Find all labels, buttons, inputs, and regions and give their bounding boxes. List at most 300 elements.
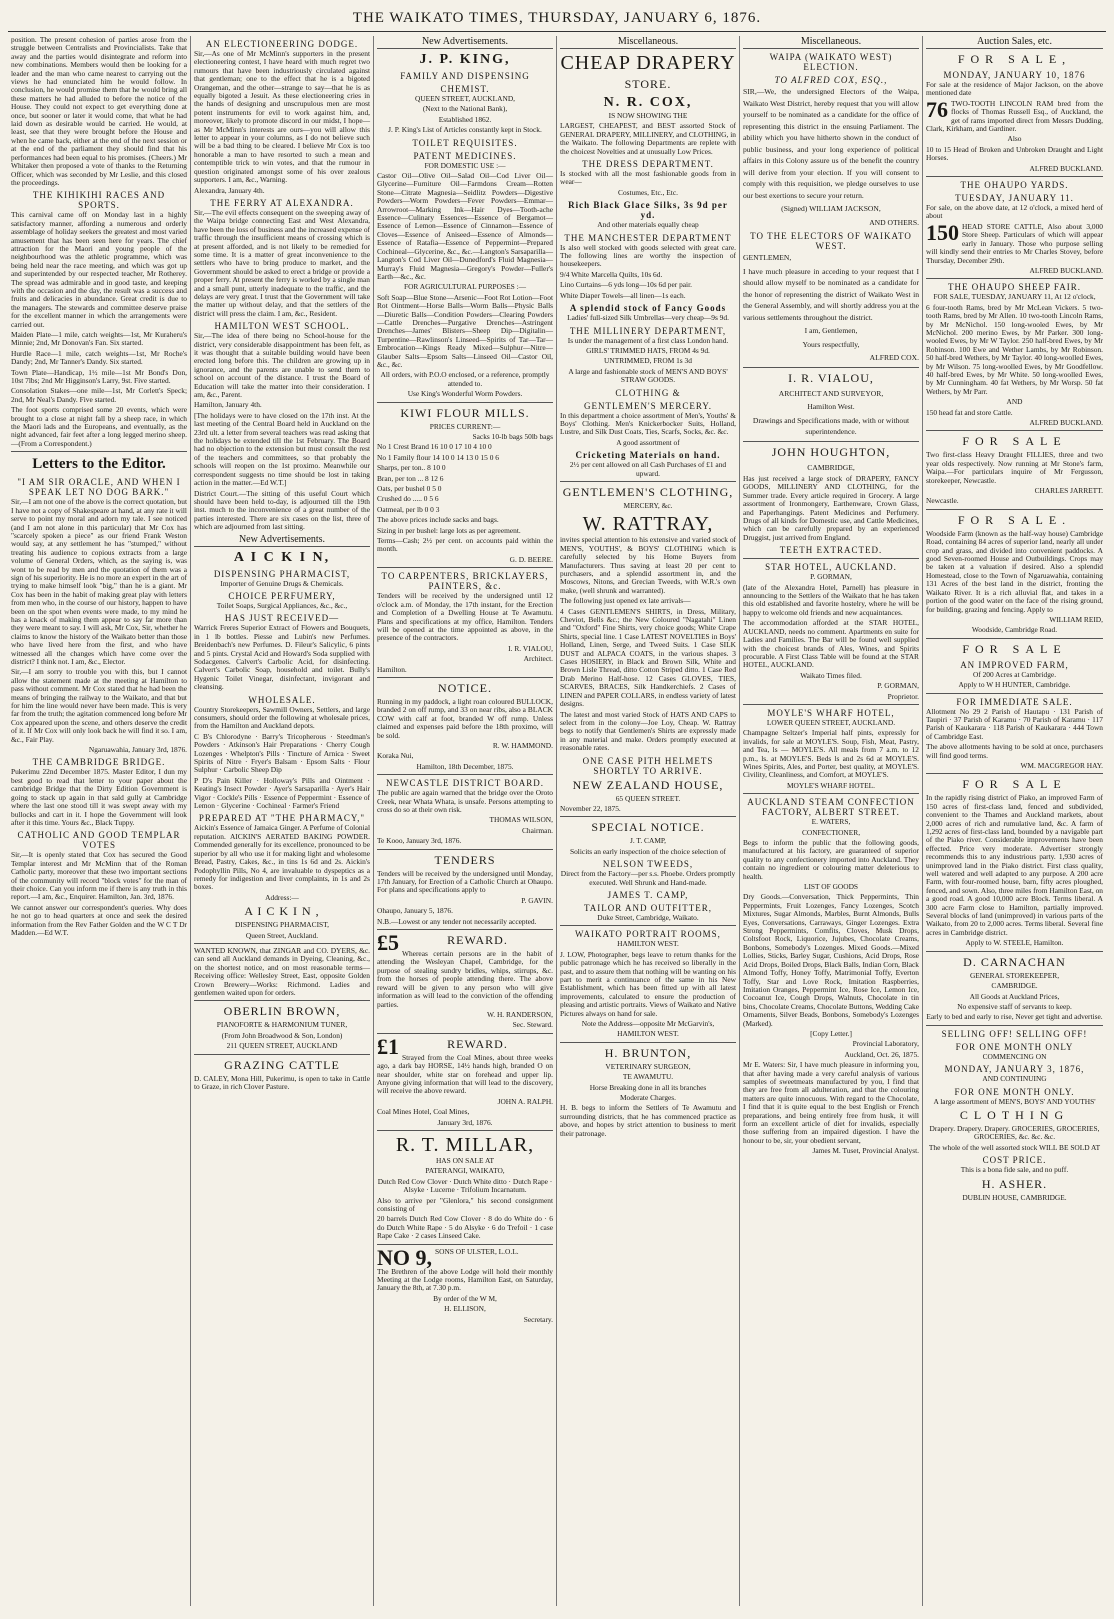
ad-line: November 22, 1875. — [560, 803, 621, 813]
divider — [926, 278, 1103, 279]
ad-line: The whole of the well assorted stock WILL BE SOLD AT — [928, 1142, 1101, 1152]
divider — [377, 1130, 553, 1131]
letter-signoff: Alexandra, January 4th. — [194, 185, 265, 195]
ad-title: TO CARPENTERS, BRICKLAYERS, PAINTERS, &c. — [381, 571, 549, 592]
letter-text: Sir,—I am sorry to trouble you with this, but I cannot allow the statement made at the meeting at Hamilton to pass without comment. Mr Cox stated that he had been the means of bringing the railway to the Waikato, and that but for him the line would never have been made. This is very far from the truth; the agitation commenced long before Mr Cox appeared upon the scene, and others deserve the credit of it. If Mr Cox will only look back he will find it so. I am, &c., Fair Play. — [11, 667, 187, 744]
ad-line: Newcastle. — [926, 496, 959, 506]
ad-text: For sale, on the above date, at 12 o'clock, a mixed herd of about — [926, 203, 1103, 221]
ad-text: WANTED KNOWN, that ZINGAR and CO. DYERS, &c. can send all Auckland demands in Dyeing, Cleaning, &c., on the shortest notice, and on most reasonable terms—Receiving office: Wellesley Street, East, opposite Golden Crown Brewery—Works: Richmond. Ladies and gentlemen waited upon for orders. — [194, 945, 370, 997]
price-row: Crushed do ..... 0 5 6 — [377, 494, 439, 504]
lot-number: 76 — [926, 96, 948, 122]
divider — [926, 509, 1103, 510]
ad-subtitle: ONE CASE PITH HELMETS SHORTLY TO ARRIVE. — [582, 755, 714, 776]
ad-line: Coal Mines Hotel, Coal Mines, — [377, 1107, 470, 1117]
ad-line: White Diaper Towels—all linen—1s each. — [560, 290, 686, 300]
ad-line: Provincial Laboratory, — [852, 1039, 919, 1049]
ad-line: Hamilton. — [377, 664, 407, 674]
editor-note: [The holidays were to have closed on the 17th inst. At the last meeting of the Central Board held in Auckland on the 23rd ult. a letter from several teachers was read asking that the holidays be extended till the 1st February. The Board had no objection to the extension but must consult the rest of the teachers and committees, so that probably the schools will reopen on the 1st proximo. Meanwhile our correspondent suggests no time should be lost in taking action in the matter.—Ed W.T.] — [194, 410, 370, 488]
ad-text: D. CALEY, Mona Hill, Pukerimu, is open to take in Cattle to Graze, in rich Clover Pasture. — [194, 1073, 370, 1091]
ad-title: REWARD. — [447, 933, 508, 948]
ad-line: The following just opened ex late arrivals— — [560, 596, 691, 606]
letter-text: Sir,—As one of Mr McMinn's supporters in the present electioneering contest, I have heard with much regret two rumours that have been industriously circulated against that gentleman; one to the effect that he is a bigoted Orangeman, and the other—strange to say—that he is as equally bigoted a Jesuit. As these electioneering cries in the hands of designing and unscrupulous men are most potent instruments for evil to work against him, and, moreover, likely to promote discord in our midst, I hope—as Mr McMinn's interests are ours—you will allow this letter to appear in your columns, as I do not believe such will be a bad thing to be cleared. I believe Mr Cox is too honorable a man to have resorted to such a mean and contemptible trick to win votes, and that the rumour in question originated amongst some of his over zealous supporters. I am, &c., Warning. — [194, 49, 370, 185]
masthead: THE WAIKATO TIMES, THURSDAY, JANUARY 6, 1876. — [8, 10, 1106, 32]
ad-title: A I C K I N , — [244, 904, 320, 919]
ad-subtitle: MONDAY, JANUARY 3, 1876, — [944, 1064, 1085, 1075]
ad-signature: ALFRED BUCKLAND. — [1029, 163, 1103, 173]
ad-signature: I. R. VIALOU, — [508, 643, 553, 653]
ad-subtitle: TEETH EXTRACTED. — [779, 545, 883, 556]
ad-line: J. P. King's List of Articles constantly kept in Stock. — [388, 125, 542, 135]
ad-line: Koraka Nui, — [377, 751, 414, 761]
ad-subtitle: AN IMPROVED FARM, — [960, 659, 1069, 670]
divider — [377, 774, 553, 775]
ad-line: Te Kooo, January 3rd, 1876. — [377, 836, 462, 846]
ad-line: All orders, with P.O.O enclosed, or a reference, promptly attended to. — [380, 370, 550, 388]
ad-subtitle: MONDAY, JANUARY 10, 1876 — [943, 70, 1086, 80]
ad-title: A I C K I N, — [233, 549, 331, 565]
ad-text: In the rapidly rising district of Piako, an improved Farm of 150 acres of first-class land, fenced and subdivided, convenient to the Thames and Auckland markets, about 2,000 acres of rich and rumulative land, &c. A farm of 1,292 acres of first-class land, bounded by a navigable part of the Piako river. Considerable improvements have been effected. Price very moderate. Advertiser strongly recommends this to any industrious party. 1,930 acres of unimproved land in the Piako district. First class quality, well watered and well adapted to any purpose. A 200 acre Farm, with four-roomed house, barn, fifty acres ploughed, fenced, and sown. Also, three miles from Hamilton East, on a good road. A good 10,000 acre Block. Terms liberal. A 300 acre Farm close to Hamilton, partially improved. Several blocks of land (unimproved) in various parts of the Waikato, from 20 to 2,000 acres. Terms liberal. Several fine acres in Cambridge district. — [926, 793, 1103, 937]
ad-line: GENERAL STOREKEEPER, — [969, 970, 1060, 980]
ad-text: In this department a choice assortment of Men's, Youths' & Boys' Clothing. Men's Knickerbocker Suits, Holland, Lustre, and Silk Dust Coats, Ties, Scarfs, Socks, &c. &c. — [560, 410, 736, 437]
ad-subtitle: TUESDAY, JANUARY 11. — [955, 193, 1074, 204]
ad-list: C B's Chlorodyne · Barry's Tricopherous · Steedman's Powders · Atkinson's Hair Preparations · Cherry Cough Lozenges · Whelpton's Pills · Tincture of Arnica · Sweet Spirits of Nitre · Fryer's Balsam · Epsom Salts · Flour Sulphur · Carbolic Sheep Dip — [194, 731, 370, 775]
ad-subtitle: FOR ONE MONTH ONLY — [955, 1041, 1074, 1052]
divider — [926, 176, 1103, 177]
ad-text: Country Storekeepers, Sawmill Owners, Settlers, and large consumers, should order the following at wholesale prices, from the Hamilton and Auckland depots. — [194, 704, 370, 731]
ad-line: HAMILTON WEST. — [617, 1029, 679, 1039]
ad-signature: H. ELLISON, — [444, 1304, 486, 1314]
ad-title: GENTLEMEN'S CLOTHING, — [562, 484, 734, 499]
ad-title: I. R. VIALOU, — [788, 370, 874, 385]
ad-title: JOHN HOUGHTON, — [771, 444, 891, 459]
column-4 — [557, 36, 740, 1606]
ad-list: 6 four-tooth Rams, bred by Mr McLean Vickers. 5 two-tooth Rams, bred by Mr Allen. 10 two-tooth Lincoln Rams, by Mr McNichol. 150 long-wooled Ewes, by Mr McNichol. 200 merino Ewes, by Mr Parker. 300 long-wooled Ewes, by Mr W Taylor. 250 half-bred Ewes, by Mr Robinson. 100 Ewe and Wether Lambs, by Mr Robinson. 50 half-bred Wethers, by Mr Taylor. 40 long-woolled Ewes, by Mr Wilson. 75 long-woolled Ewes, by Mr Goodfellow. 40 half-bred Ewes, by Mr White. 50 long-woolled Ewes, by Mr Cunningham. 40 fat Wethers, by Mr Worsp. 50 fat Wethers, by Mr Parr. — [926, 302, 1103, 396]
ad-line: Established 1862. — [438, 114, 492, 124]
ad-line: This is a bona fide sale, and no puff. — [960, 1165, 1069, 1175]
column-1 — [8, 36, 191, 1606]
ad-line: January 3rd, 1876. — [437, 1117, 493, 1127]
ad-signature: E. WATERS, — [811, 817, 851, 827]
ad-list: Dutch Red Cow Clover · Dutch White ditto · Dutch Rape · Alsyke · Lucerne · Trifolium Incarnatum. — [377, 1176, 553, 1195]
divider — [926, 430, 1103, 431]
ad-text: Is stocked with all the most fashionable goods from in wear— — [560, 169, 736, 187]
ad-title: STORE. — [624, 77, 672, 91]
ad-title: N. R. COX, — [603, 95, 693, 110]
reward-amount: £5 — [377, 930, 399, 956]
letter-text: Sir,—The idea of there being no School-house for the district, very considerable disappointment has been felt, as it was thought that a suitable building would have been erected long before this. The children are growing up in ignorance, and the parents are unable to send them to school on account of the distance. I trust the Board of Education will take the matter into their consideration. I am, &c., Parent. — [194, 331, 370, 400]
divider — [377, 677, 553, 678]
ad-line: CAMBRIDGE. — [991, 981, 1038, 991]
divider — [926, 951, 1103, 952]
section-heading: THE KIHIKIHI RACES AND SPORTS. — [32, 190, 166, 211]
ad-title: FOR SALE — [962, 434, 1067, 449]
lot-ad — [926, 96, 1103, 134]
race-result: Town Plate—Handicap, 1½ mile—1st Mr Bond's Don, 10st 7lbs; 2nd Mr Higginson's Larry, 9st. Five started. — [11, 367, 187, 386]
ad-text: The latest and most varied Stock of HATS AND CAPS to select from in the colony—Joe Loy, Cheap. W. Rattray begs to notify that Gentlemen's Shirts are expressly made in any material and make. Orders promptly executed at reasonable rates. — [560, 709, 736, 753]
ad-signature: CHARLES JARRETT. — [1034, 486, 1103, 496]
reward-ad — [377, 1033, 553, 1096]
ad-line: Note the Address—opposite Mr McGarvin's, — [581, 1019, 715, 1029]
columns — [8, 36, 1106, 1606]
ad-subtitle: DISPENSING PHARMACIST, — [213, 568, 351, 579]
price-table-header: Sacks 10-lb bags 50lb bags — [472, 432, 553, 441]
ad-text: Champagne Seltzer's Imperial half pints, expressly for invalids, for sale at MOYLE'S. Soup, Fish, Meat, Pastry, and Tea, ls — MOYLE'S. All meals from 7 a.m. to 12 p.m., ls. at MOYLE'S. Beds ls and 2s 6d at MOYLE'S. Wines Spirits, Ales, and Porter, best quality, at MOYLE'S. Civility, Cleanliness, and Comfort, at MOYLE'S. — [743, 728, 919, 780]
divider — [743, 367, 919, 368]
ad-list: Allotment No 29 2 Parish of Hautapu · 131 Parish of Taupiri · 37 Parish of Karamu · 70 Parish of Karamu · 117 Parish of Kaukarara · 118 Parish of Kaukarara · 444 Town of Cambridge East. — [926, 706, 1103, 741]
ad-title: H. BRUNTON, — [604, 1045, 692, 1060]
lot-ad — [926, 219, 1103, 265]
price-row: No 1 Family flour 14 10 0 14 13 0 15 0 6 — [377, 452, 499, 462]
ad-text: Tenders will be received by the undersigned until 12 o'clock a.m. of Monday, the 17th instant, for the Erection and Completion of a Dwelling House at Te Awamutu. Plans and specifications at my office, Hamilton. Tenders will be opened at the time appointed as above, in the presence of the contractors. — [377, 591, 553, 643]
ad-line: DISPENSING PHARMACIST, — [235, 920, 329, 930]
ad-text: Running in my paddock, a light roan coloured BULLOCK, branded 2 on off rump, and 33 on near ribs, also a BLACK COW with calf at foot, branded W off rump. Unless claimed and expenses paid before the 18th proximo, will be sold. — [377, 696, 553, 740]
ad-line: Lino Curtains—6 yds long—10s 6d per pair. — [560, 280, 692, 290]
ad-text: Strayed from the Coal Mines, about three weeks ago, a dark bay HORSE, 14½ hands high, branded O on near shoulder, white star on forehead and upper lip. Anyone giving information that will lead to the discovery, will receive the above reward. — [377, 1052, 553, 1096]
ad-text: Woodside Farm (known as the half-way house) Cambridge Road, containing 84 acres of superior land, nearly all under crop and grass, and divided into convenient paddocks. A good Seven-roomed House and Outbuildings. Crops may be taken at a valuation if desired. Also a splendid Homestead, close to the Town of Ngaruawahia, containing 131 Acres of the best land in the district, fronting the Waikato River. It is a rich alluvial flat, and takes in a portion of the good water on the face of the rising ground, for building, grazing and fencing. Apply to — [926, 528, 1103, 614]
ad-line: N.B.—Lowest or any tender not necessarily accepted. — [377, 916, 537, 926]
ad-line: Horse Breaking done in all its branches — [589, 1082, 707, 1092]
ad-text: Soft Soap—Blue Stone—Arsenic—Foot Rot Lotion—Foot Rot Ointment—Horse Balls—Worm Balls—Physic Balls—Diuretic Balls—Condition Powders—Clearing Powders—Cattle Drenches—Purgative Drenches—Astringent Drenches—James' Blisters—Sheep Dip—Digitalin—Turpentine—Rawlinson's Linseed—Spirits of Tar—Tar—Embrocation—Kings Ready Mixed—Sulphur—Nitre—Glauber Salts—Epsom Salts—Linseed Oil—Castor Oil, &c., &c. — [377, 292, 553, 369]
letter-heading: "I AM SIR ORACLE, AND WHEN I SPEAK LET NO DOG BARK." — [17, 477, 181, 498]
ad-line: Drawings and Specifications made, with or without superintendence. — [752, 415, 910, 436]
ad-line: AND — [1006, 397, 1023, 407]
ad-line: Auckland, Oct. 26, 1875. — [844, 1049, 919, 1059]
ad-line: HAS ON SALE AT — [435, 1155, 495, 1165]
ad-line: 211 QUEEN STREET, AUCKLAND — [226, 1041, 338, 1051]
ad-signature: Proprietor. — [887, 691, 919, 701]
ad-line: 9/4 White Marcella Quilts, 10s 6d. — [560, 269, 663, 279]
ad-text: Terms—Cash; 2½ per cent. on accounts paid within the month. — [377, 536, 553, 554]
ad-highlight: A splendid stock of Fancy Goods — [569, 303, 727, 314]
ad-line: VETERINARY SURGEON, — [605, 1061, 691, 1071]
letter-heading: THE FERRY AT ALEXANDRA. — [210, 197, 354, 208]
ad-title: TENDERS — [434, 852, 496, 867]
article-text: position. The present cohesion of parties arose from the struggle between Centralists and Provincialists. Take that away and the parties would disintegrate and reform into new combinations. Members would then be looking for a leader and the man who came nearest to carrying out the views he had enunciated him he would follow. In conclusion, he would promise them that he would bring all these matters he had alluded to before the notice of the House. They could not expect to get everything done at once, but sooner or later it would come, that what he had laid down as desirable would be carried. He would, at least, see that they were brought before the House and when he came back, either at the end of the next session or at the end of the parliament they should find that his performances had been equal to his promises. (Cheers.) Mr Whitaker then proposed a vote of thanks to the Returning Officer, which was seconded by Mr Leslie, and this closed the proceedings. — [11, 36, 187, 187]
ad-list: 20 barrels Dutch Red Cow Clover · 8 do do White do · 6 do Dutch White Rape · 5 do Alsyke · 6 do Trefoil · 1 case Rape Cake · 2 cases Linseed Cake. — [377, 1214, 553, 1241]
ad-line: LOWER QUEEN STREET, AUCKLAND. — [766, 717, 896, 727]
divider — [926, 1025, 1103, 1026]
ad-signature: R. W. HAMMOND. — [492, 740, 553, 750]
ad-title: WAIPA (WAIKATO WEST) ELECTION. — [769, 52, 893, 72]
ad-line: Use King's Wonderful Worm Powders. — [407, 389, 523, 399]
divider — [560, 481, 736, 482]
ad-line: FOR SALE, TUESDAY, JANUARY 11, At 12 o'clock, — [933, 292, 1096, 302]
ad-subtitle: FOR ONE MONTH ONLY. — [954, 1086, 1075, 1097]
ad-subtitle: FAMILY AND DISPENSING — [400, 71, 530, 81]
ad-list: P D's Pain Killer · Holloway's Pills and Ointment · Keating's Insect Powder · Ayer's Sarsaparilla · Ayer's Hair Vigor · Cockle's Pills · Essence of Peppermint · Essence of Lemon · Glycerine · Cochineal · Farmer's Friend — [194, 775, 370, 811]
ad-text: I have much pleasure in acceding to your request that I should allow myself to be nominated as a candidate for the honor of representing the district of Waikato West in the General Assembly, and will shortly address you at the various settlements throughout the district. — [743, 266, 919, 322]
divider — [11, 451, 187, 452]
column-6 — [923, 36, 1106, 1606]
ad-text: The above prices include sacks and bags. — [377, 515, 499, 525]
ad-text: Begs to inform the public that the following goods, manufactured at his factory, are guaranteed of superior quality to any confectionery imported into Auckland. They contain no ingredient or colouring matter deleterious to health. — [743, 838, 919, 881]
divider — [743, 793, 919, 794]
ad-line: PATERANGI, WAIKATO, — [425, 1166, 505, 1176]
letter-signoff: Ngaruawahia, January 3rd, 1876. — [88, 745, 187, 755]
ad-line: PIANOFORTE & HARMONIUM TUNER, — [216, 1020, 348, 1030]
ad-line: Drapery. Drapery. Drapery. GROCERIES, GROCERIES, GROCERIES, &c. &c. &c. — [929, 1123, 1100, 1142]
letter-text: Sir,—It is openly stated that Cox has secured the Good Templar interest and Mr McMinn that of the Roman Catholic party, moreover that these two important sections of the community will record "block votes" for the man of their choice. Can you inform me if there is any truth in this report.—I am, &c., Enquirer. Hamilton, Jan. 3rd, 1876. — [11, 850, 187, 902]
section-header: Auction Sales, etc. — [926, 36, 1103, 49]
ad-text: HEAD STORE CATTLE, Also about 3,000 Store Sheep. Particulars of which will appear early in January. Those who purpose selling will kindly send their entries to Mr Charles Stovey, before Thursday, December 29th. — [926, 221, 1103, 265]
ad-line: GENTLEMEN, — [743, 253, 792, 262]
ad-signature: G. D. BEERE. — [509, 554, 553, 564]
ad-title: SELLING OFF! SELLING OFF! — [941, 1028, 1088, 1039]
ad-title: REWARD. — [447, 1036, 508, 1051]
ad-text: Mr E. Waters: Sir, I have much pleasure in informing you, that after having made a very careful analysis of various samples of sweetmeats manufactured by you, I find that they are free from all adulteration, and that the colouring matters are quite innocuous. With regard to the Chocolate, I find that it is quite equal to the best English or French preparations, and being entirely free from husk, it will form an excellent article of diet for invalids, especially those suffering from an impaired digestion. I have the honour to be, sir, your obedient servant, — [743, 1060, 919, 1145]
lodge-number: NO 9, — [377, 1244, 432, 1270]
article-text: The foot sports comprised some 20 events, which were brought to a close at night fall by a sheep race, in which the Maori lads and the Europeans, and eventually, as the night advanced, fair feet after a long legged merino sheep.—(From a Correspondent.) — [11, 405, 187, 448]
ad-line: CAMBRIDGE, — [807, 462, 855, 472]
ad-highlight: Rich Black Glace Silks, 3s 9d per yd. — [568, 200, 728, 221]
ad-text: The public are again warned that the bridge over the Oroto Creek, near Whata Whata, is unsafe. Persons attempting to cross do so at their own risk. — [377, 788, 553, 814]
ad-line: Importer of Genuine Drugs & Chemicals. — [220, 578, 344, 588]
divider — [377, 849, 553, 850]
ad-text: Aickin's Essence of Jamaica Ginger. A Perfume of Colonial reputation. AICKIN'S AERATED BAKING POWDER. Commended generally for its excellence, pronounced to be superior by all who use it for making light and wholesome Bread, Pastry, Cakes, &c., in tins 1s 6d and 2s. Aickin's Podophyllin Pills, No 4, are invaluable to dyspeptics as a remedy for indigestion and liver complaints, in 1s and 2s boxes. — [194, 823, 370, 892]
ad-line: PRICES CURRENT:— — [429, 421, 501, 431]
ad-title: NEW ZEALAND HOUSE, — [572, 777, 724, 792]
ad-text: (late of the Alexandra Hotel, Parnell) has pleasure in announcing to the Settlers of the Waikato that he has taken this old established and favorite hostelry, where he will be happy to welcome old friends and new acquaintances. — [743, 582, 919, 617]
ad-line: No expensive staff of servants to keep. — [957, 1001, 1072, 1011]
ad-title: SPECIAL NOTICE. — [591, 820, 705, 835]
divider — [194, 1054, 370, 1055]
ad-line: IS NOW SHOWING THE — [608, 111, 688, 120]
ad-subtitle: TO ALFRED COX, ESQ., — [774, 75, 888, 85]
ad-line: Yours respectfully, — [802, 339, 860, 349]
ad-line: HAMILTON WEST. — [617, 939, 679, 949]
ad-subtitle: THE DRESS DEPARTMENT. — [582, 159, 714, 170]
ad-list: 4 Cases GENTLEMEN'S SHIRTS, in Dress, Military, Cheviot, Bells &c.; the New Coloured "Nagatahi" Linen and "Oxford" Fine Shirts, very choice goods; White Crape Shirts, special line. 1 Case LATEST NOVELTIES in Boys' Holland, Linen, Serge, and Tweed Suits. 1 Case SILK DUST and ALPACA COATS, in the various shapes. 3 Cases HOSIERY, in Black and Brown Silk, White and Brown Lisle Thread, ditto Cotton Striped ditto. 1 Case Red Drab Merino Half-hose. 12 Cases GLOVES, TIES, SCARVES, BRACES, Silk Handkerchiefs. 2 Cases of LINEN and PAPER COLLARS, in endless variety of latest designs. — [560, 606, 736, 709]
ad-signature: Secretary. — [523, 1314, 553, 1324]
ad-line: J. T. CAMP, — [629, 836, 667, 846]
race-result: Maiden Plate—1 mile, catch weights—1st, Mr Kuraheru's Minnie; 2nd, Mr Donovan's Fan. Six started. — [11, 330, 187, 348]
divider — [560, 1042, 736, 1043]
ad-subtitle: HAS JUST RECEIVED— — [224, 613, 340, 624]
ad-subtitle: LIST OF GOODS — [803, 882, 859, 892]
divider — [377, 929, 553, 930]
ad-subtitle: WHOLESALE. — [248, 694, 316, 705]
lot-number: 150 — [926, 219, 959, 245]
ad-subtitle: GENTLEMEN'S MERCERY. — [584, 400, 712, 411]
ad-line: TE AWAMUTU. — [622, 1072, 674, 1082]
ad-title: NEWCASTLE DISTRICT BOARD. — [385, 778, 545, 789]
ad-line: Toilet Soaps, Surgical Appliances, &c., &c., — [216, 600, 348, 610]
ad-text: Tenders will be received by the undersigned until Monday, 17th January, for Erection of a Catholic Church at Ohaupo. For plans and specifications apply to — [377, 868, 553, 895]
ad-line: Ladies' full-sized Silk Umbrellas—very cheap—9s 9d. — [567, 313, 729, 323]
ad-subtitle: THE MANCHESTER DEPARTMENT — [564, 232, 732, 243]
ad-line: ARCHITECT AND SURVEYOR, — [778, 388, 884, 398]
lodge-ad — [377, 1244, 553, 1270]
ad-line: Waikato Times filed. — [800, 670, 862, 680]
ad-line: A large assortment of MEN'S, BOYS' AND YOUTHS' — [933, 1096, 1096, 1106]
ad-line: Woodside, Cambridge Road. — [971, 625, 1058, 635]
section-header: Miscellaneous. — [743, 36, 919, 49]
ad-line: Costumes, Etc., Etc. — [618, 187, 678, 197]
ad-line: Apply to W. STEELE, Hamilton. — [965, 938, 1064, 948]
ad-line: Of 200 Acres at Cambridge. — [972, 669, 1057, 679]
ad-subtitle: CHOICE PERFUMERY, — [228, 590, 336, 601]
ad-line: 150 head fat and store Cattle. — [926, 407, 1013, 417]
divider — [743, 704, 919, 705]
ad-line: And other materials equally cheap — [597, 220, 699, 230]
ad-line: Moderate Charges. — [619, 1093, 677, 1103]
ad-title: WAIKATO PORTRAIT ROOMS, — [575, 929, 721, 940]
section-header: New Advertisements. — [377, 36, 553, 49]
ad-subtitle: TOILET REQUISITES. — [412, 137, 518, 148]
ad-title: OBERLIN BROWN, — [223, 1004, 341, 1019]
letter-text: Pukerimu 22nd December 1875. Master Editor, I dun my best good to read that letter to your paper about the cambridge Bridge that the Dirty Edition Government is going to stack up again in that sald gully at Cambridge where the last one stood till it was swept away with my bullocks and cart in it. I hope the Government will look after it this time. Yours &c., Black Tuppy. — [11, 767, 187, 827]
letter-signoff: Hamilton, January 4th. — [194, 400, 262, 410]
ad-title: J. P. KING, — [419, 52, 511, 67]
ad-title: R. T. MILLAR, — [395, 1133, 535, 1156]
ad-line: COMMENCING ON — [982, 1051, 1047, 1061]
ad-line: All Goods at Auckland Prices, — [969, 991, 1060, 1001]
ad-title: FOR SALE. — [957, 512, 1072, 527]
divider — [560, 816, 736, 817]
price-row: No 1 Crest Brand 16 10 0 17 10 4 10 0 — [377, 442, 492, 452]
divider — [377, 567, 553, 568]
reward-amount: £1 — [377, 1033, 399, 1059]
ad-text: invites special attention to his extensive and varied stock of MEN'S, YOUTHS', & BOYS' CLOTHING which is carefully selected by his Home Buyers from Manufacturers. Thus saving at least 20 per cent to purchasers, and a splendid assortment in, and the Moscows, Nitons, and Grecian Tweeds, with W.R.'s own make, (well shrunk and warranted). — [560, 535, 736, 595]
ad-line: Hamilton, 18th December, 1875. — [416, 761, 514, 771]
ad-line: Early to bed and early to rise, Never get tight and advertise. — [926, 1012, 1103, 1022]
ad-title: D. CARNACHAN — [963, 954, 1066, 969]
ad-subtitle: TAILOR AND OUTFITTER, — [583, 902, 713, 913]
ad-subtitle: CLOTHING & — [615, 387, 681, 398]
ad-line: CONFECTIONER, — [801, 827, 861, 837]
ad-text: Warrick Freres Superior Extract of Flowers and Bouquets, in 1 lb bottles. Piesse and Lubin's new Perfumes. Breidenbach's new Perfumes. D. Fileur's Salicylic, 6 pints and 5 pints. Crystal Acid and Howard's Soda supplied with Sodacgenes. Calvert's Carbolic Acid, for disinfecting. Calvert's Carbolic Soap, household and toilet. Bully's Hygenic Toilet Vinegar, disinfectant, invigorant and cleansing. — [194, 623, 370, 692]
ad-subtitle: CHEMIST. — [440, 84, 490, 94]
ad-text: Two first-class Heavy Draught FILLIES, three and two year olds respectively. Now running at Mr Stone's farm, Waipa.—For particulars inquire of Mr Fergusson, storekeeper, Newcastle. — [926, 450, 1103, 485]
letter-heading: HAMILTON WEST SCHOOL. — [214, 321, 350, 332]
ad-title: THE OHAUPO SHEEP FAIR. — [947, 282, 1081, 293]
ad-line: Hamilton West. — [807, 402, 855, 411]
race-result: Hurdle Race—1 mile, catch weights—1st, Mr Roche's Dandy; 2nd, Mr Tanner's Dandy. Six started. — [11, 348, 187, 367]
ad-line: (From John Broadwood & Son, London) — [221, 1030, 343, 1040]
ad-highlight: Cricketing Materials on hand. — [575, 450, 721, 461]
ad-title: FOR SALE — [962, 777, 1067, 792]
ad-signature: Chairman. — [522, 825, 553, 835]
ad-title: CLOTHING — [959, 1107, 1070, 1122]
ad-signature: (Signed) WILLIAM JACKSON, — [781, 204, 881, 213]
ad-signature: WILLIAM REID, — [1049, 614, 1103, 624]
section-header: Miscellaneous. — [560, 36, 736, 49]
ad-subtitle: PATENT MEDICINES. — [413, 150, 517, 161]
ad-title: STAR HOTEL, AUCKLAND. — [765, 562, 897, 573]
ad-title: KIWI FLOUR MILLS. — [400, 405, 530, 420]
section-header: New Advertisements. — [194, 534, 370, 547]
ad-text: Sizing in per bushel: large lots as per agreement. — [377, 525, 521, 535]
ad-title: W. RATTRAY, — [582, 513, 714, 536]
ad-line: 65 QUEEN STREET. — [615, 793, 681, 803]
editor-note: We cannot answer our correspondent's queries. Why does he not go to head quarters at once and seek the desired information from the Rev Father Golden and the W C T Dr Madden.—Ed W.T. — [11, 902, 187, 937]
ad-text: SIR,—We, the undersigned Electors of the Waipa, Waikato West District, hereby request that you will allow yourself to be nominated as a candidate for the office of representing this district in the ensuing Parliament. The ability which you have hitherto shown in the conduct of public business, and your long experience of political affairs in this Colony assure us of the benefit the country will derive from your election. If you will consent to comply with this requisition, we pledge ourselves to use our best exertions to secure your return. — [743, 87, 919, 200]
ad-text: For sale at the residence of Major Jackson, on the above mentioned date — [926, 80, 1103, 98]
divider — [926, 693, 1103, 694]
column-3 — [374, 36, 557, 1606]
divider — [560, 925, 736, 926]
ad-signature: THOMAS WILSON, — [489, 815, 553, 825]
ad-title: CHEAP DRAPERY — [560, 52, 736, 74]
ad-text: Has just received a large stock of DRAPERY, FANCY GOODS, MILLINERY AND CLOTHING, for the Summer trade. Every article required in Grocery. A large assortment of Ironmongery, Earthenware, Crown Glass, and Paperhangings. Patent Medicines and Perfumery. Drugs of all kinds for Domestic use, and Cattle Medicines, which can be carefully prepared by an experienced Druggist, just arrived from England. — [743, 474, 919, 542]
ad-line: Direct from the Factory—per s.s. Phoebe. Orders promptly executed. Well Shrunk and Hand-made. — [560, 869, 736, 887]
ad-text: Is also well stocked with goods selected with great care. The following lines are worthy the inspection of housekeepers. — [560, 242, 736, 269]
ad-text: The Brethren of the above Lodge will hold their monthly Meeting at the Lodge rooms, Hamilton East, on Saturday, January the 8th, at 7.30 p.m. — [377, 1266, 553, 1293]
ad-subtitle: JAMES T. CAMP, — [607, 889, 689, 900]
ad-signature: P. GORMAN, — [810, 572, 852, 582]
price-row: Oats, per bushel 0 5 0 — [377, 484, 442, 494]
ad-title: FOR SALE, — [957, 52, 1072, 66]
ad-line: Apply to W H HUNTER, Cambridge. — [958, 680, 1071, 690]
ad-line: A large and fashionable stock of MEN'S AND BOYS' STRAW GOODS. — [568, 366, 728, 385]
ad-line: Also — [1007, 134, 1022, 144]
price-row: Bran, per ton ... 8 12 6 — [377, 473, 444, 483]
ad-signature: ALFRED BUCKLAND. — [1029, 265, 1103, 275]
ad-signature: AND OTHERS. — [869, 217, 919, 227]
ad-title: GRAZING CATTLE — [224, 1057, 340, 1072]
ad-signature: ALFRED BUCKLAND. — [1029, 418, 1103, 427]
ad-line: By order of the W M, — [433, 1293, 497, 1303]
ad-signature: W. H. RANDERSON, — [486, 1009, 553, 1019]
price-row: Oatmeal, per lb 0 0 3 — [377, 504, 440, 514]
ad-title: THE OHAUPO YARDS. — [960, 180, 1069, 191]
divider — [926, 638, 1103, 639]
ad-line: [Copy Letter.] — [810, 1028, 852, 1038]
ad-text: TWO-TOOTH LINCOLN RAM bred from the flocks of Thomas Russell Esq., of Auckland, the get of rams imported direct from Messrs Dudding, Clark, Kirkham, and Gardiner. — [926, 98, 1103, 134]
letter-heading: CATHOLIC AND GOOD TEMPLAR VOTES — [17, 830, 181, 851]
column-5 — [740, 36, 923, 1606]
divider — [194, 943, 370, 944]
ad-title: AUCKLAND STEAM CONFECTION FACTORY, ALBERT STREET. — [747, 797, 915, 818]
divider — [194, 1000, 370, 1001]
ad-text: LARGEST, CHEAPEST, and BEST assorted Stock of GENERAL DRAPERY, MILLINERY, and CLOTHING, in the Waikato. The following Departments are replete with the choicest Novelties and at unusually Low Prices. — [560, 121, 736, 156]
ad-line: AND CONTINUING — [982, 1074, 1047, 1084]
ad-line: Queen Street, Auckland. — [245, 930, 319, 940]
ad-text: J. LOW, Photographer, begs leave to return thanks for the public patronage which he has received so liberally in the past, and to assure them that nothing will be wanting on his part to merit a continuance of the same in his New Establishment, which has been fitted up with all latest improvements, calculated to ensure the production of pleasing and artistic portraits. Views of Waikato and Native Pictures always on hand for sale. — [560, 949, 736, 1018]
ad-signature: P. GAVIN. — [521, 895, 553, 905]
letter-text: Sir,—The evil effects consequent on the sweeping away of the Waipa bridge connecting East and West Alexandra, have been the loss of business and the increased expense of traffic through the insufficient means of crossing which is at present afforded, and is not likely to be remedied for some time. It is a matter of great inconvenience to the settlers who have to bring produce to market, and the Government should be asked to erect a bridge or provide a proper ferry. At present the ferry is worked by a single man and a small punt, utterly inadequate to the traffic, and the delays are very great. I trust that the Government will take the matter up without delay, and that the settlers of the district will press the claim. I am, &c., Resident. — [194, 207, 370, 318]
divider — [743, 558, 919, 559]
ad-line: Is under the management of a first class London hand. — [567, 335, 729, 345]
ad-signature: James M. Tuset, Provincial Analyst. — [812, 1146, 919, 1156]
divider — [377, 402, 553, 403]
ad-subtitle: COST PRICE. — [982, 1155, 1047, 1166]
article-text: This carnival came off on Monday last in a highly satisfactory manner, affording a numerous and orderly assemblage of holiday seekers the greatest and most varied amusement that has been seen here for years. The chief attraction for the Maori and young people of the neighbourhood was the athletic programme, which was being held near the race meeting, and which was got up and superintended by our respected teacher, Mr Rotherey. The spread was admirable and in good taste, and keeping with the occasion and the day, the result was a success and fruits and delicacies in abundance. Great credit is due to the managers. The stewards and committee deserve praise for the excellent manner in which the arrangements were carried out. — [11, 210, 187, 329]
divider — [743, 441, 919, 442]
ad-line: I am, Gentlemen, — [804, 326, 858, 335]
ad-line: UNTRIMMED, FROM 1s 3d — [604, 356, 692, 366]
ad-signature: Architect. — [523, 654, 553, 664]
letter-text: Sir,—I am not one of the above is the correct quotation, but I have not a copy of Shakespeare at hand, at any rate it will serve to point my moral and adorn my tale. I see noticed (and I am not alone in this particular) that Mr Cox has "scarcely spoken a piece" as our friend Frank Weston would say, at any settlement he has "stumped," without treating his audience to copious extracts from a large volume of General Orders, which, as the saying is, was wont to be read by men and the quotation of them was a sign of his superiority. He is no more an expert in the art of trying to make himself look "big," than he is a giant. Mr Cox has been in the habit of making great play with letters from men who, in the course of our history, happen to have been on the spot when events were made, to my mind he has a knack of making them appear to say far more than they were meant to say. I will ask, Mr Cox, Sir, whether he claims to know the history of the Waikato better than those who have lived here from the first, and who have witnessed all the changes which have come over the district? I think not. I am, &c., Elector. — [11, 497, 188, 666]
ad-line: Ohaupo, January 5, 1876. — [377, 906, 453, 916]
ad-line: FOR DOMESTIC USE :— — [424, 160, 506, 170]
ad-signature: JOHN A. RALPH. — [497, 1096, 553, 1106]
reward-ad — [377, 930, 553, 1009]
ad-signature: P. GORMAN, — [877, 681, 919, 691]
ad-line: Duke Street, Cambridge, Waikato. — [597, 912, 699, 922]
ad-text: Also to arrive per "Glenlora," his second consignment consisting of — [377, 1195, 553, 1213]
race-result: Consolation Stakes—one mile—1st, Mr Corlett's Speck; 2nd, Mr Neal's Dandy. Five started. — [11, 386, 187, 404]
ad-line: QUEEN STREET, AUCKLAND, — [414, 94, 516, 103]
ad-text: Castor Oil—Olive Oil—Salad Oil—Cod Liver Oil—Glycerine—Furniture Oil—Farmdons Cream—Rotten Stone—Citrate Magnesia—Seidlitz Powders—Digestive Powders—Worm Powders—Fever Powders—Emmar—Arrowroot—Marking Ink—Hair Dyes—Tooth-ache Essence—Culinary Essences—Essence of Bergamot—Essence of Lemon—Essence of Cinnamon—Essence of Cloves—Essence of Aniseed—Essence of Almonds—Essence of Ratafia—Essence of Peppermint—Prepared Cochineal—Glycerine, &c., &c.—Langton's Sarsaparilla—Langton's Cod Liver Oil—Dunedford's Fluid Magnesia—Murray's Fluid Magnesia—Gregory's Powder—Fuller's Earth—&c., &c. — [377, 171, 553, 281]
ad-title: TO THE ELECTORS OF WAIKATO WEST. — [750, 231, 912, 251]
ad-text: Whereas certain persons are in the habit of attending the Wesleyan Chapel, Cambridge, for the purpose of stealing sundry bridles, whips, stirrups, &c. from the horses of people attending there. The above reward will be given to any person who will give information as will lead to the conviction of the offending parties. — [377, 949, 553, 1009]
price-row: Sharps, per ton.. 8 10 0 — [377, 463, 446, 473]
ad-title: FOR IMMEDIATE SALE. — [956, 696, 1073, 707]
ad-line: A good assortment of — [616, 437, 680, 447]
ad-list: Dry Goods.—Conversation, Thick Peppermints, Thin Peppermints, Fruit Lozenges, Fancy Lozenges, Scotch Mixtures, Sugar Almonds, Marbles, Burnt Almonds, Bulls Eyes, Conversations, Carraways, Ginger Lozenges. Extra Strong Peppermints, Comfits, Cloves, Musk Drops, Coltsfoot Rock, Liquorice, Jujubes, Chocolate Creams, Bonbons, Somebody's Lozenges. Mixed Goods.—Mixed Lollies, Sticks, Barley Sugar, Cushions, Acid Drops, Rose Acid Drops, Boiled Drops, Black Balls, Indian Corn, Black Almond Toffy, Honey Toffy, Matrimonial Toffy, Everton Toffy, Star and Love Rock, Imitation Raspberries, Imitation Oranges, Peppermint Ice, Rose Ice, Lemon Ice, Cocoanut Ice, Cough Drops, Walnuts, Chocolate in tin bins, Chocolate Creams, Chocolate Buttons, Wedding Cake Ornaments, Silver Beads, Bonbons, Somebody's Lozenges (Marked). — [743, 892, 919, 1028]
ad-title: MOYLE'S WHARF HOTEL, — [767, 707, 895, 718]
